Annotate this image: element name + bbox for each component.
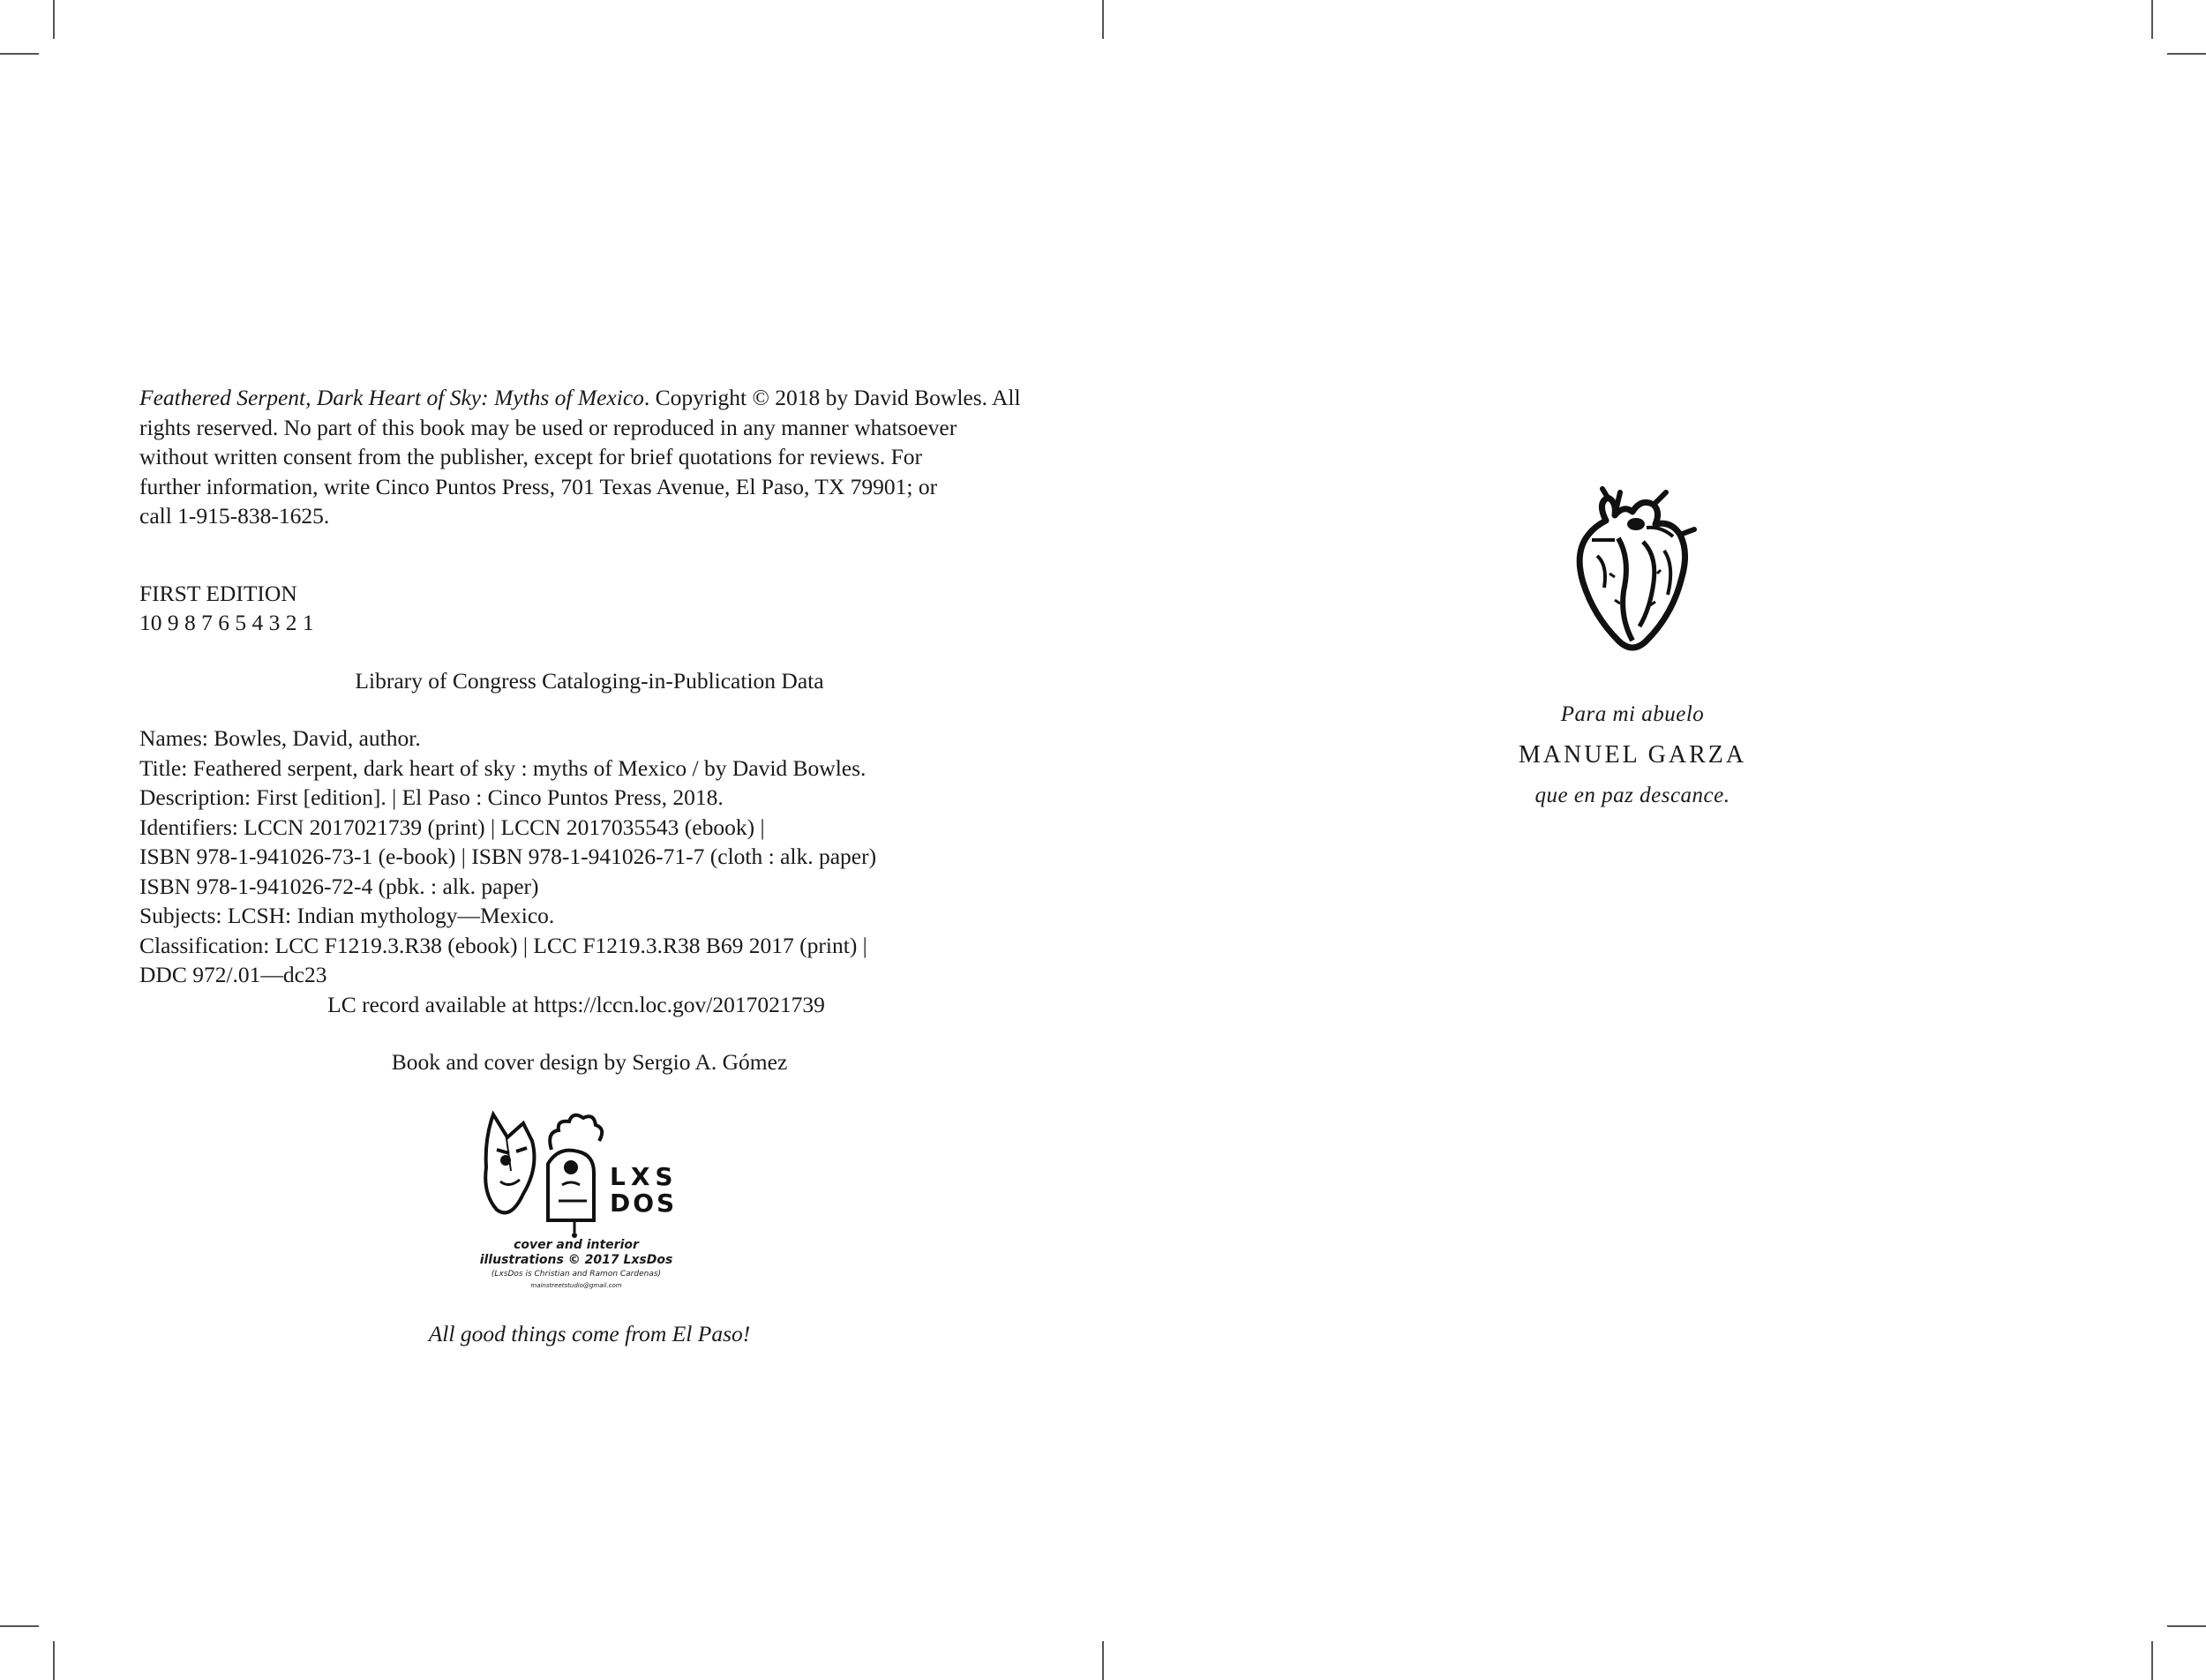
cip-line: Subjects: LCSH: Indian mythology—Mexico. <box>139 903 555 928</box>
crop-mark <box>2151 1641 2153 1680</box>
lxsdos-logo <box>139 1097 1013 1291</box>
logo-wordmark-top: LXS <box>610 1161 679 1191</box>
crop-mark <box>53 1641 55 1680</box>
cip-line: ISBN 978-1-941026-73-1 (e-book) | ISBN 978-1-941026-71-7 (cloth : alk. paper) <box>139 844 877 869</box>
cip-line: Classification: LCC F1219.3.R38 (ebook) | LCC F1219.3.R38 B69 2017 (print) | <box>139 932 867 958</box>
cip-line: DDC 972/.01—dc23 <box>139 962 327 987</box>
anatomical-heart-icon <box>1562 485 1703 662</box>
dedication-line: que en paz descance. <box>1534 784 1730 807</box>
copyright-line: . Copyright © 2018 by David Bowles. All <box>643 385 1021 410</box>
logo-caption: cover and interior <box>514 1237 639 1252</box>
crop-mark <box>2167 53 2206 55</box>
copyright-page <box>139 383 1021 1348</box>
dedication-page <box>1456 485 1809 808</box>
cip-line: Title: Feathered serpent, dark heart of sky : myths of Mexico / by David Bowles. <box>139 754 867 781</box>
lxsdos-illustration-icon <box>470 1097 682 1238</box>
crop-mark <box>53 0 55 39</box>
logo-caption: illustrations © 2017 LxsDos <box>479 1252 673 1267</box>
copyright-line: call 1-915-838-1625. <box>139 503 330 529</box>
lc-record-line: LC record available at https://lccn.loc.gov/2017021739 <box>327 991 825 1017</box>
printing-line: 10 9 8 7 6 5 4 3 2 1 <box>139 610 314 635</box>
copyright-line: rights reserved. No part of this book may be used or reproduced in any manner whatsoever <box>139 414 957 440</box>
crop-mark <box>1102 1641 1104 1680</box>
tagline: All good things come from El Paso! <box>428 1320 751 1346</box>
edition-label: FIRST EDITION <box>139 580 297 606</box>
copyright-notice <box>139 383 1021 531</box>
logo-caption: mainstreetstudio@gmail.com <box>530 1281 622 1289</box>
design-credit: Book and cover design by Sergio A. Gómez <box>391 1049 788 1075</box>
dedication-name: MANUEL GARZA <box>1518 741 1747 769</box>
copyright-line: further information, write Cinco Puntos Press, 701 Texas Avenue, El Paso, TX 79901; or <box>139 473 938 499</box>
cip-data <box>139 724 1013 1019</box>
cip-line: Names: Bowles, David, author. <box>139 725 421 751</box>
logo-caption: (LxsDos is Christian and Ramon Cardenas) <box>491 1269 662 1279</box>
cip-line: Identifiers: LCCN 2017021739 (print) | LCCN 2017035543 (ebook) | <box>139 814 765 840</box>
crop-mark <box>2167 1625 2206 1627</box>
crop-mark <box>2151 0 2153 39</box>
crop-mark <box>0 1625 39 1627</box>
cip-line: Description: First [edition]. | El Paso : Cinco Puntos Press, 2018. <box>139 784 724 810</box>
logo-wordmark-bottom: DOS <box>610 1188 678 1218</box>
copyright-line: without written consent from the publisher, except for brief quotations for reviews. For <box>139 444 923 469</box>
crop-mark <box>1102 0 1104 39</box>
dedication-line: Para mi abuelo <box>1560 702 1705 726</box>
edition-info <box>139 579 1013 638</box>
cip-heading: Library of Congress Cataloging-in-Publication Data <box>355 667 824 694</box>
book-title: Feathered Serpent, Dark Heart of Sky: Myths of Mexico <box>139 385 644 410</box>
cip-line: ISBN 978-1-941026-72-4 (pbk. : alk. paper) <box>139 873 539 899</box>
crop-mark <box>0 53 39 55</box>
